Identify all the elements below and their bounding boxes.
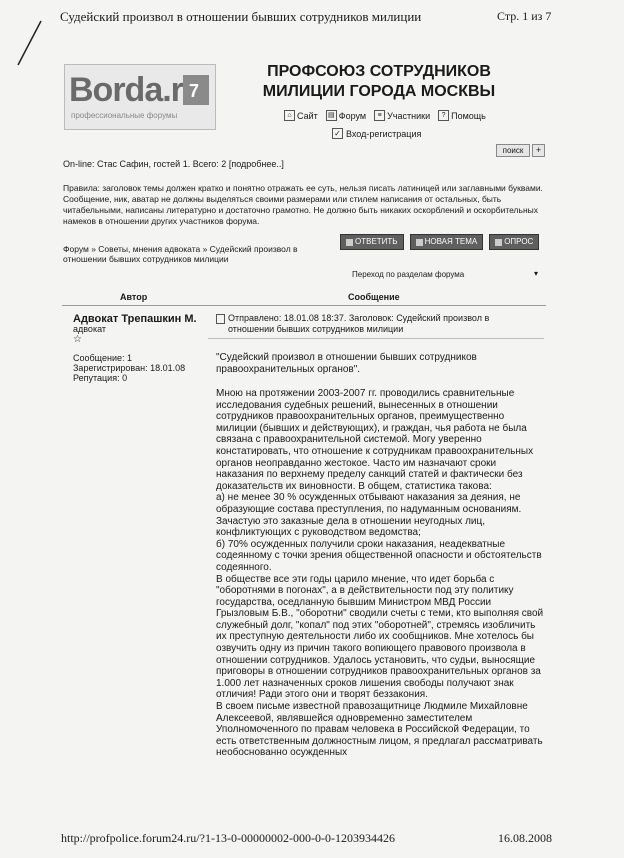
breadcrumb-forum[interactable]: Форум — [63, 244, 89, 254]
author-role: адвокат — [73, 324, 107, 334]
post-meta-text: Отправлено: 18.01.08 18:37. Заголовок: Судейский произвол в отношении бывших сотрудников милиции — [228, 313, 490, 334]
nav-forum-label: Форум — [338, 110, 367, 121]
new-topic-icon — [416, 239, 423, 246]
members-icon: ≡ — [374, 110, 385, 121]
forum-rules: Правила: заголовок темы должен кратко и понятно отражать ее суть, нельзя писать латиницей или заглавными буквами. Сообщение, ник, аватар не должны выделяться своими размерами или стилем написания от остальных, быть читабельными, написаны литературно и достаточно грамотно. Не должно быть никаких оскорблений и оскорбительных намеков в отношении других участников форума. — [63, 183, 543, 226]
message-column-header: Сообщение — [348, 292, 400, 302]
print-footer-date: 16.08.2008 — [498, 831, 552, 845]
logo-badge — [183, 75, 209, 105]
post-paragraph: В своем письме известной правозащитнице Людмиле Михайловне Алексеевой, являвшейся одновременно заместителем Уполномоченного по правам человека в Российской Федерации, то есть ответственным должностным лицом, я предлагал рассматривать необоснованно осужденных — [216, 701, 543, 759]
nav-help-label: Помощь — [451, 110, 486, 121]
nav-members[interactable] — [374, 110, 430, 121]
help-icon: ? — [438, 110, 449, 121]
author-posts: Сообщение: 1 — [73, 353, 132, 363]
poll-label: ОПРОС — [504, 237, 534, 246]
breadcrumb — [63, 244, 323, 264]
print-page-number: Стр. 1 из 7 — [497, 9, 552, 23]
expand-search-button[interactable]: + — [532, 144, 545, 157]
pen-stroke-mark — [14, 18, 44, 68]
site-icon: ⌂ — [284, 110, 295, 121]
reply-label: ОТВЕТИТЬ — [355, 237, 398, 246]
reply-button[interactable] — [340, 234, 404, 250]
top-navigation — [284, 110, 486, 121]
post-paragraph: Мною на протяжении 2003-2007 гг. проводились сравнительные исследования судебных решений, вынесенных в отношении сотрудников правоохранительных органов, преимущественно милиции (бывших и действующих), и граждан, чья работа не была связана с правоохранительной системой. Могу уверенно констатировать, что отношение к сотрудникам правоохранительных органов неоправданно жестокое. Часто им назначают сроки наказания по верхнему пределу санкций статей и фактически без доказательств их виновности. В общем, статистика такова: — [216, 388, 534, 492]
author-stats — [73, 353, 185, 383]
login-label: Вход-регистрация — [346, 128, 422, 139]
forum-logo[interactable] — [64, 64, 216, 130]
author-column-header: Автор — [120, 292, 148, 302]
print-header-title: Судейский произвол в отношении бывших сотрудников милиции — [60, 9, 422, 24]
author-registered: Зарегистрирован: 18.01.08 — [73, 363, 186, 373]
rank-star-icon: ☆ — [73, 334, 82, 345]
login-link[interactable] — [332, 128, 421, 139]
post-title: "Судейский произвол в отношении бывших сотрудников правоохранительных органов". — [216, 352, 477, 375]
forum-jump-select[interactable]: Переход по разделам форума — [352, 270, 465, 279]
post-paragraph: б) 70% осужденных получили сроки наказания, неадекватные содеянному с точки зрения общественной опасности и обстоятельств содеянного. — [216, 538, 542, 573]
forum-icon: ▤ — [326, 110, 337, 121]
post-paragraph: В обществе все эти годы царило мнение, что идет борьба с "оборотнями в погонах", а в действительности под эту политику государства, оседланную бывшим Министром МВД России Грызловым Б.В., "оборотни" сводили счеты с теми, кто выполняя свой служебный долг, "копал" под этих "оборотней", стремясь изобличить их преступную деятельности либо их сообщников. Мне хотелось бы озвучить одну из причин такого вопиющего правового произвола в отношении сотрудников. Удалось установить, что судьи, выносящие приговоры в отношении сотрудников правоохранительных органов за 1.000 лет назначенных сроков лишения свободы получают знак отличия! Ради этого они и творят беззакония. — [216, 573, 544, 701]
new-topic-button[interactable] — [410, 234, 484, 250]
reply-icon — [346, 239, 353, 246]
logo-subtitle: профессиональные форумы — [71, 111, 178, 120]
author-name[interactable]: Адвокат Трепашкин М. — [73, 313, 197, 325]
post-body — [216, 388, 546, 759]
new-topic-label: НОВАЯ ТЕМА — [424, 237, 478, 246]
online-status — [63, 159, 284, 169]
nav-forum[interactable] — [326, 110, 366, 121]
nav-help[interactable] — [438, 110, 486, 121]
author-reputation: Репутация: 0 — [73, 373, 128, 383]
search-button[interactable]: поиск — [496, 144, 530, 157]
online-text: On-line: Стас Сафин, гостей 1. Всего: 2 — [63, 159, 227, 169]
print-footer-url: http://profpolice.forum24.ru/?1-13-0-00000002-000-0-0-1203934426 — [61, 831, 395, 845]
logo-badge-number: 7 — [189, 81, 200, 101]
breadcrumb-topic[interactable]: Судейский произвол в отношении бывших сотрудников милиции — [63, 244, 298, 264]
chevron-down-icon[interactable]: ▾ — [534, 269, 539, 278]
post-meta — [216, 313, 536, 335]
checkmark-icon: ✓ — [332, 128, 343, 139]
breadcrumb-section[interactable]: Советы, мнения адвоката — [98, 244, 201, 254]
online-more-link[interactable]: [подробнее..] — [228, 159, 284, 169]
topic-actions — [340, 234, 539, 250]
poll-button[interactable] — [489, 234, 539, 250]
table-header-divider — [62, 305, 546, 306]
post-paragraph: а) не менее 30 % осужденных отбывают наказания за деяния, не образующие состава преступления, по надуманным основаниям. Зачастую это заказные дела в отношении неугодных лиц, конфликтующих с руководством ведомства; — [216, 492, 522, 539]
poll-icon — [495, 239, 502, 246]
post-divider — [208, 338, 544, 339]
breadcrumb-separator: » — [88, 244, 99, 254]
post-document-icon — [216, 314, 225, 324]
logo-text: Borda.r — [69, 71, 183, 109]
nav-site[interactable] — [284, 110, 318, 121]
site-title: ПРОФСОЮЗ СОТРУДНИКОВ МИЛИЦИИ ГОРОДА МОСКВЫ — [262, 63, 496, 100]
nav-site-label: Сайт — [297, 110, 318, 121]
breadcrumb-separator: » — [200, 244, 210, 254]
nav-members-label: Участники — [387, 110, 431, 121]
